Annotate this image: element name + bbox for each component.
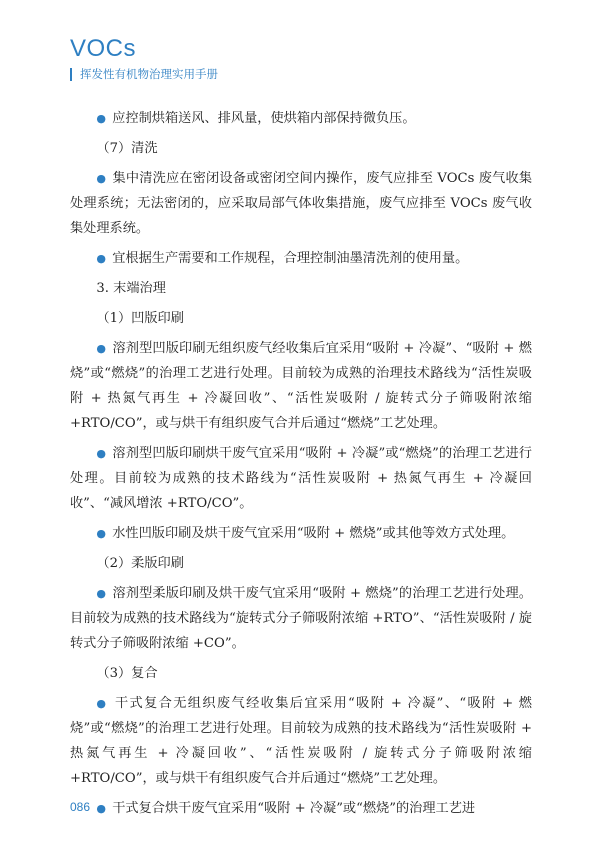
- paragraph-oven-airflow: [70, 106, 532, 131]
- bullet-dot-icon: ●: [96, 802, 106, 815]
- bullet-dot-icon: ●: [96, 342, 107, 355]
- bullet-dot-icon: ●: [96, 587, 107, 600]
- paragraph-text: 宜根据生产需要和工作规程，合理控制油墨清洗剂的使用量。: [112, 251, 469, 266]
- paragraph-text: 干式复合烘干废气宜采用“吸附 + 冷凝”或“燃烧”的治理工艺进: [112, 801, 476, 816]
- paragraph-text: 应控制烘箱送风、排风量，使烘箱内部保持微负压。: [112, 111, 416, 126]
- bullet-dot-icon: ●: [96, 172, 107, 185]
- paragraph-centralized-cleaning: [70, 166, 532, 241]
- page-body: [70, 106, 532, 826]
- paragraph-flexo-solvent: [70, 581, 532, 656]
- bullet-dot-icon: ●: [96, 447, 107, 460]
- paragraph-dry-composite-fugitive: [70, 691, 532, 791]
- paragraph-text: 溶剂型凹版印刷无组织废气经收集后宜采用“吸附 + 冷凝”、“吸附 + 燃烧”或“燃烧”的治理工艺进行处理。目前较为成熟的治理技术路线为“活性炭吸附 + 热氮气再生 + 冷凝回收”、“活性炭吸附 / 旋转式分子筛吸附浓缩 +RTO/CO”，或与烘干有组织废气合并后通过“燃烧”工艺处理。: [70, 341, 532, 431]
- paragraph-text: 溶剂型柔版印刷及烘干废气宜采用“吸附 + 燃烧”的治理工艺进行处理。目前较为成熟的技术路线为“旋转式分子筛吸附浓缩 +RTO”、“活性炭吸附 / 旋转式分子筛吸附浓缩 +CO”。: [70, 586, 532, 651]
- running-header: [70, 36, 218, 82]
- heading-end-treatment: 3. 末端治理: [96, 281, 166, 296]
- subtitle-bar-decoration: [70, 68, 72, 81]
- bullet-dot-icon: ●: [96, 252, 106, 265]
- paragraph-water-based-gravure: [70, 521, 532, 546]
- paragraph-gravure-fugitive: [70, 336, 532, 436]
- paragraph-text: 溶剂型凹版印刷烘干废气宜采用“吸附 + 冷凝”或“燃烧”的治理工艺进行处理。目前较为成熟的技术路线为“活性炭吸附 + 热氮气再生 + 冷凝回收”、“减风增浓 +RTO/CO”。: [70, 446, 532, 511]
- bullet-dot-icon: ●: [96, 112, 106, 125]
- paragraph-gravure-drying: [70, 441, 532, 516]
- subtitle-text: 挥发性有机物治理实用手册: [80, 67, 218, 81]
- heading-gravure-printing: （1）凹版印刷: [96, 311, 184, 326]
- brand-title: VOCs: [70, 35, 137, 62]
- heading-flexo-printing: （2）柔版印刷: [96, 556, 184, 571]
- paragraph-text: 干式复合无组织废气经收集后宜采用“吸附 + 冷凝”、“吸附 + 燃烧”或“燃烧”的治理工艺进行处理。目前较为成熟的技术路线为“活性炭吸附 + 热氮气再生 + 冷凝回收”、“活性炭吸附 / 旋转式分子筛吸附浓缩 +RTO/CO”，或与烘干有组织废气合并后通过“燃烧”工艺处理。: [70, 696, 532, 786]
- bullet-dot-icon: ●: [96, 527, 106, 540]
- page-number: 086: [70, 800, 91, 814]
- book-subtitle: [70, 66, 218, 82]
- paragraph-text: 集中清洗应在密闭设备或密闭空间内操作，废气应排至 VOCs 废气收集处理系统；无法密闭的，应采取局部气体收集措施，废气应排至 VOCs 废气收集处理系统。: [70, 171, 533, 236]
- paragraph-cleaner-usage: [70, 246, 532, 271]
- bullet-dot-icon: ●: [96, 697, 108, 710]
- paragraph-text: 水性凹版印刷及烘干废气宜采用“吸附 + 燃烧”或其他等效方式处理。: [112, 526, 515, 541]
- heading-composite: （3）复合: [96, 666, 158, 681]
- paragraph-dry-composite-drying: [70, 796, 532, 821]
- heading-cleaning: （7）清洗: [96, 141, 158, 156]
